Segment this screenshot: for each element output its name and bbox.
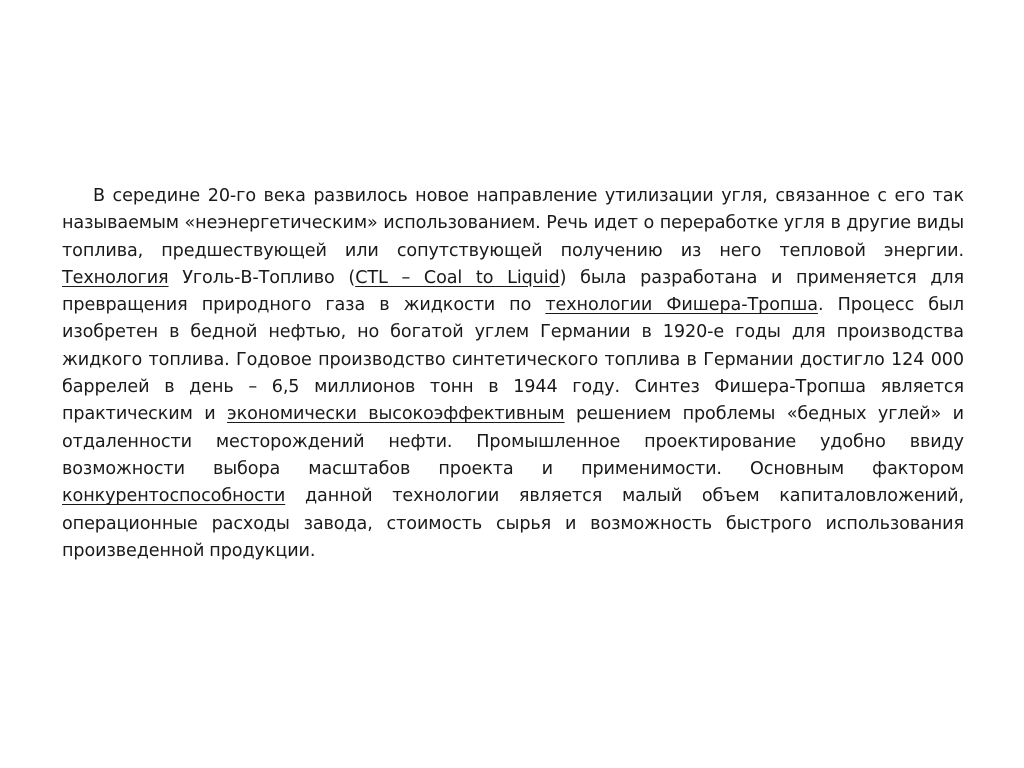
link-competitiveness[interactable]: конкурентоспособности xyxy=(62,486,286,507)
link-technology[interactable]: Технология xyxy=(62,267,169,288)
text-segment: . Процесс был изобретен в бедной нефтью, но богатой углем Германии в 1920-е годы для производства жидкого топлива. Годовое производство синтетического топлива в Германии достигло 124 000 баррелей в день – 6,5 миллионов тонн в 1944 году. Синтез Фишера-Тропша является практическим и xyxy=(62,295,964,425)
link-cost-effective[interactable]: экономически высокоэффективным xyxy=(227,404,565,425)
link-fischer-tropsch[interactable]: технологии Фишера-Тропша xyxy=(545,295,818,316)
text-segment: данной технологии является малый объем капиталовложений, операционные расходы завода, стоимость сырья и возможность быстрого использования произведенной продукции. xyxy=(62,486,964,561)
text-segment: Уголь-В-Топливо ( xyxy=(168,267,356,288)
body-paragraph xyxy=(62,183,964,565)
text-segment: решением проблемы «бедных углей» и отдаленности месторождений нефти. Промышленное проектирование удобно ввиду возможности выбора масштабов проекта и применимости. Основным фактором xyxy=(62,404,965,479)
text-segment: ) была разработана и применяется для превращения природного газа в жидкости по xyxy=(62,267,964,316)
link-ctl-coal-to-liquid[interactable]: CTL – Coal to Liquid xyxy=(355,267,560,288)
text-segment: В середине 20-го века развилось новое направление утилизации угля, связанное с его так называемым «неэнергетическим» использованием. Речь идет о переработке угля в другие виды топлива, предшествующей или сопутствующей получению из него тепловой энергии. xyxy=(62,186,964,261)
